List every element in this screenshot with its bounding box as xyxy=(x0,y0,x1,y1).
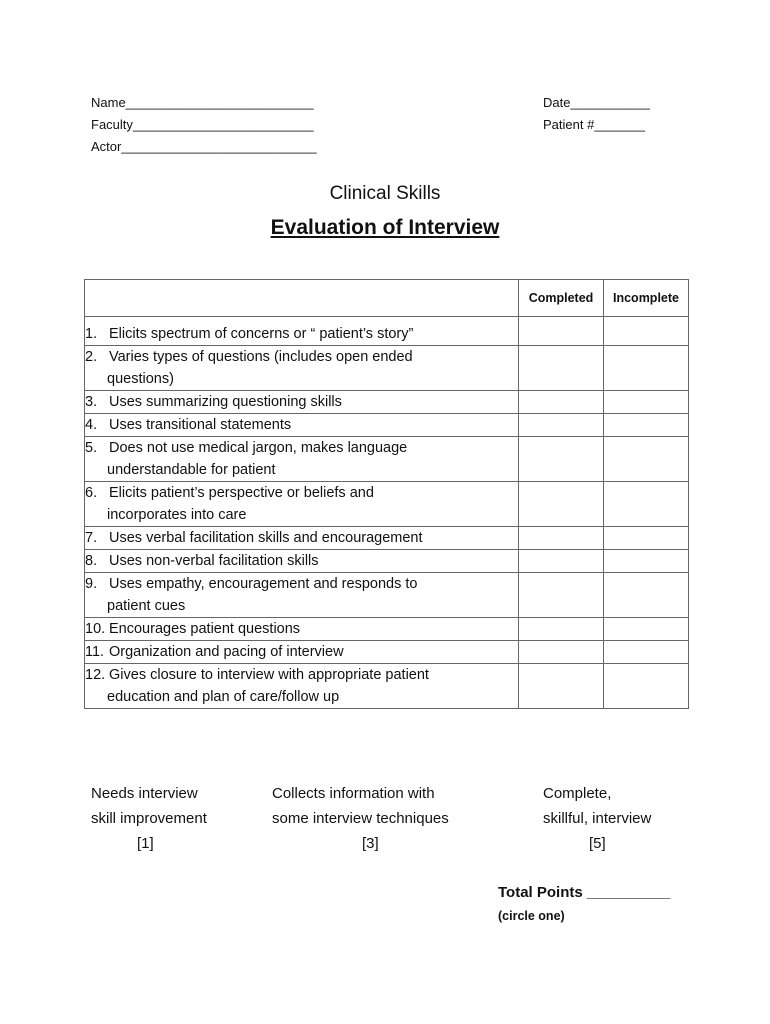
criterion-cell xyxy=(85,664,519,709)
table-row xyxy=(85,641,689,664)
incomplete-checkbox-cell[interactable] xyxy=(604,391,689,414)
column-incomplete: Incomplete xyxy=(604,280,689,317)
scale-5-line1: Complete, xyxy=(543,785,612,802)
date-field[interactable]: Date___________ xyxy=(543,95,650,110)
document-title: Clinical Skills xyxy=(329,183,441,204)
incomplete-checkbox-cell[interactable] xyxy=(604,482,689,527)
table-row xyxy=(85,414,689,437)
completed-checkbox-cell[interactable] xyxy=(519,482,604,527)
completed-checkbox-cell[interactable] xyxy=(519,550,604,573)
criterion-number: 12. xyxy=(85,667,106,683)
criterion-text: Does not use medical jargon, makes language xyxy=(109,440,408,456)
criterion-cell xyxy=(85,437,519,482)
incomplete-checkbox-cell[interactable] xyxy=(604,346,689,391)
scale-5-line2: skillful, interview xyxy=(543,810,652,827)
incomplete-checkbox-cell[interactable] xyxy=(604,527,689,550)
table-row xyxy=(85,437,689,482)
criterion-text: Gives closure to interview with appropriate patient xyxy=(109,667,429,683)
criterion-text-continued: understandable for patient xyxy=(107,462,276,478)
criterion-text-continued: education and plan of care/follow up xyxy=(107,689,340,705)
table-row xyxy=(85,346,689,391)
criterion-number: 5. xyxy=(85,440,98,456)
table-row xyxy=(85,482,689,527)
name-field[interactable]: Name__________________________ xyxy=(91,95,314,110)
completed-checkbox-cell[interactable] xyxy=(519,391,604,414)
criterion-number: 4. xyxy=(85,417,98,433)
incomplete-checkbox-cell[interactable] xyxy=(604,437,689,482)
total-points-field[interactable]: Total Points __________ xyxy=(498,884,671,901)
criterion-number: 9. xyxy=(85,576,98,592)
faculty-field[interactable]: Faculty_________________________ xyxy=(91,117,314,132)
criterion-number: 10. xyxy=(85,621,106,637)
column-completed: Completed xyxy=(519,280,604,317)
criterion-text: Elicits spectrum of concerns or “ patient’s story” xyxy=(109,326,414,342)
criterion-cell xyxy=(85,641,519,664)
criterion-cell xyxy=(85,527,519,550)
criterion-number: 7. xyxy=(85,530,98,546)
circle-one-note: (circle one) xyxy=(498,909,565,923)
criterion-number: 6. xyxy=(85,485,98,501)
document-subtitle: Evaluation of Interview xyxy=(270,216,500,239)
completed-checkbox-cell[interactable] xyxy=(519,664,604,709)
incomplete-checkbox-cell[interactable] xyxy=(604,641,689,664)
criterion-number: 11. xyxy=(85,644,105,660)
criterion-text: Elicits patient’s perspective or beliefs and xyxy=(109,485,374,501)
scale-3-line1: Collects information with xyxy=(272,785,435,802)
criterion-number: 1. xyxy=(85,326,98,342)
criterion-text: Uses verbal facilitation skills and encouragement xyxy=(109,530,423,546)
table-row xyxy=(85,317,689,346)
criterion-text: Varies types of questions (includes open ended xyxy=(109,349,413,365)
table-row xyxy=(85,527,689,550)
criterion-cell xyxy=(85,391,519,414)
completed-checkbox-cell[interactable] xyxy=(519,414,604,437)
table-row xyxy=(85,550,689,573)
criterion-cell xyxy=(85,618,519,641)
completed-checkbox-cell[interactable] xyxy=(519,437,604,482)
criterion-text: Organization and pacing of interview xyxy=(109,644,344,660)
completed-checkbox-cell[interactable] xyxy=(519,527,604,550)
criterion-cell xyxy=(85,573,519,618)
scale-3-points[interactable]: [3] xyxy=(362,835,379,852)
scale-1-points[interactable]: [1] xyxy=(137,835,154,852)
criterion-cell xyxy=(85,317,519,346)
completed-checkbox-cell[interactable] xyxy=(519,641,604,664)
criterion-cell xyxy=(85,550,519,573)
header-blank-cell xyxy=(85,280,519,317)
criterion-text: Uses empathy, encouragement and responds to xyxy=(109,576,418,592)
table-row xyxy=(85,573,689,618)
completed-checkbox-cell[interactable] xyxy=(519,573,604,618)
criterion-text-continued: patient cues xyxy=(107,598,186,614)
scale-1-line2: skill improvement xyxy=(91,810,207,827)
completed-checkbox-cell[interactable] xyxy=(519,618,604,641)
criterion-number: 2. xyxy=(85,349,98,365)
criterion-text-continued: questions) xyxy=(107,371,174,387)
patient-number-field[interactable]: Patient #_______ xyxy=(543,117,645,132)
actor-field[interactable]: Actor___________________________ xyxy=(91,139,317,154)
evaluation-table xyxy=(84,279,689,709)
incomplete-checkbox-cell[interactable] xyxy=(604,664,689,709)
criterion-text: Encourages patient questions xyxy=(109,621,301,637)
criterion-text: Uses summarizing questioning skills xyxy=(109,394,342,410)
criterion-number: 8. xyxy=(85,553,98,569)
completed-checkbox-cell[interactable] xyxy=(519,346,604,391)
table-row xyxy=(85,391,689,414)
incomplete-checkbox-cell[interactable] xyxy=(604,414,689,437)
scale-complete xyxy=(543,781,651,856)
completed-checkbox-cell[interactable] xyxy=(519,317,604,346)
scale-collects-information xyxy=(272,781,449,856)
scale-5-points[interactable]: [5] xyxy=(589,835,606,852)
scale-1-line1: Needs interview xyxy=(91,785,198,802)
incomplete-checkbox-cell[interactable] xyxy=(604,573,689,618)
criterion-cell xyxy=(85,482,519,527)
criterion-text: Uses transitional statements xyxy=(109,417,292,433)
incomplete-checkbox-cell[interactable] xyxy=(604,618,689,641)
criterion-cell xyxy=(85,414,519,437)
criterion-number: 3. xyxy=(85,394,98,410)
incomplete-checkbox-cell[interactable] xyxy=(604,550,689,573)
criterion-text: Uses non-verbal facilitation skills xyxy=(109,553,319,569)
scale-3-line2: some interview techniques xyxy=(272,810,449,827)
table-header-row xyxy=(85,280,689,317)
criterion-text-continued: incorporates into care xyxy=(107,507,247,523)
criterion-cell xyxy=(85,346,519,391)
scale-needs-improvement xyxy=(91,781,207,856)
table-row xyxy=(85,618,689,641)
table-row xyxy=(85,664,689,709)
incomplete-checkbox-cell[interactable] xyxy=(604,317,689,346)
